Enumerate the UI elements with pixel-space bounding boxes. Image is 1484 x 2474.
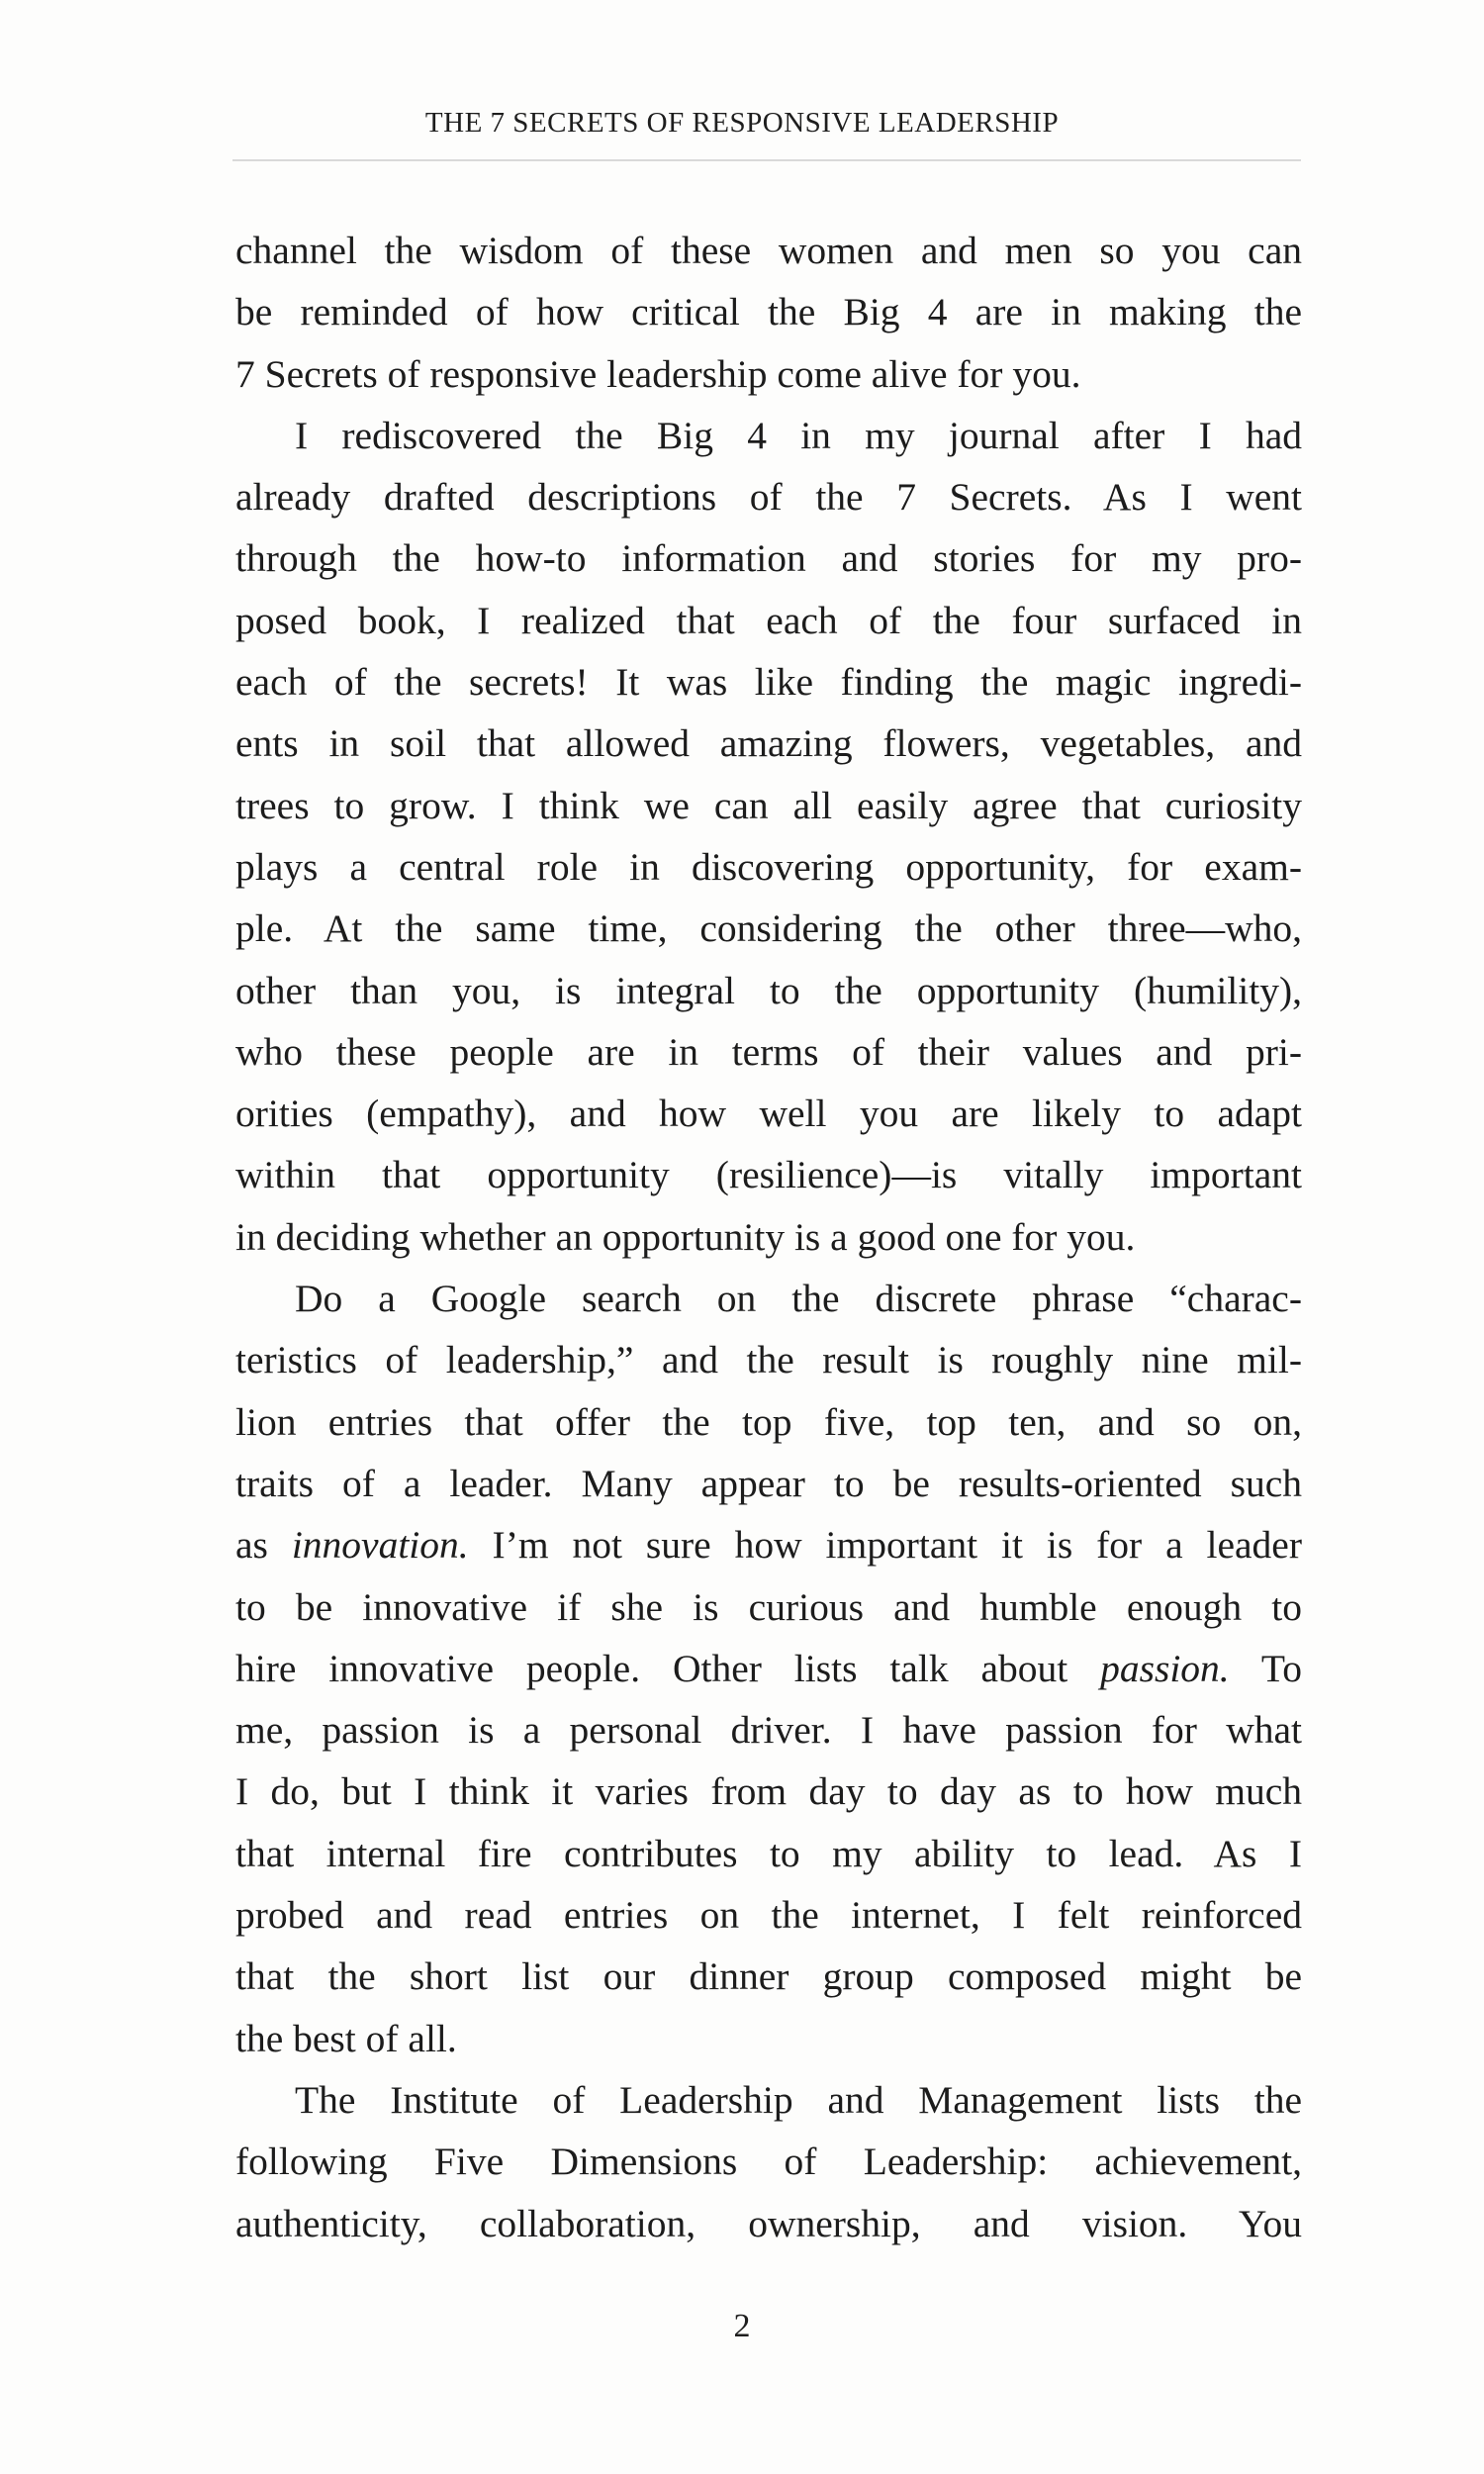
text-line: through the how-to information and stories for my pro- bbox=[235, 536, 1302, 581]
text-line: each of the secrets! It was like finding the magic ingredi- bbox=[235, 660, 1302, 705]
body-text bbox=[235, 220, 1302, 2254]
paragraph bbox=[235, 405, 1302, 1268]
text-line: posed book, I realized that each of the four surfaced in bbox=[235, 598, 1302, 642]
text-line: that internal fire contributes to my ability to lead. As I bbox=[235, 1831, 1302, 1875]
text-line: the best of all. bbox=[235, 2016, 457, 2060]
text-line: already drafted descriptions of the 7 Secrets. As I went bbox=[235, 475, 1302, 520]
text-line: who these people are in terms of their values and pri- bbox=[235, 1029, 1302, 1074]
text-line: to be innovative if she is curious and humble enough to bbox=[235, 1584, 1302, 1629]
text-line: other than you, is integral to the opportunity (humility), bbox=[235, 968, 1302, 1012]
text-line: be reminded of how critical the Big 4 are in making the bbox=[235, 290, 1302, 334]
text-line: plays a central role in discovering opportunity, for exam- bbox=[235, 844, 1302, 889]
text-line: teristics of leadership,” and the result is roughly nine mil- bbox=[235, 1338, 1302, 1382]
text-line: hire innovative people. Other lists talk about passion. To bbox=[235, 1646, 1302, 1690]
text-line: that the short list our dinner group composed might be bbox=[235, 1954, 1302, 1999]
text-line: ents in soil that allowed amazing flowers, vegetables, and bbox=[235, 721, 1302, 766]
text-line: 7 Secrets of responsive leadership come alive for you. bbox=[235, 351, 1081, 396]
text-line: I do, but I think it varies from day to day as to how much bbox=[235, 1769, 1302, 1814]
header-rule bbox=[232, 159, 1301, 161]
running-head: THE 7 SECRETS OF RESPONSIVE LEADERSHIP bbox=[424, 107, 1060, 139]
text-line: channel the wisdom of these women and men so you can bbox=[235, 229, 1302, 272]
text-line: in deciding whether an opportunity is a good one for you. bbox=[235, 1214, 1136, 1259]
text-line: following Five Dimensions of Leadership: achievement, bbox=[235, 2140, 1302, 2184]
text-line: lion entries that offer the top five, top ten, and so on, bbox=[235, 1399, 1302, 1444]
text-line: ple. At the same time, considering the other three—who, bbox=[235, 906, 1302, 951]
text-line: trees to grow. I think we can all easily agree that curiosity bbox=[235, 783, 1302, 827]
paragraph bbox=[235, 2069, 1302, 2254]
text-line: as innovation. I’m not sure how important it is for a leader bbox=[235, 1523, 1302, 1568]
text-line: probed and read entries on the internet, I felt reinforced bbox=[235, 1893, 1302, 1938]
paragraph bbox=[235, 1268, 1302, 2069]
text-line: within that opportunity (resilience)—is vitally important bbox=[235, 1153, 1302, 1197]
text-line: The Institute of Leadership and Management lists the bbox=[295, 2077, 1302, 2122]
paragraph bbox=[235, 220, 1302, 405]
text-line: I rediscovered the Big 4 in my journal after I had bbox=[295, 413, 1302, 457]
text-line: me, passion is a personal driver. I have passion for what bbox=[235, 1708, 1302, 1753]
text-line: orities (empathy), and how well you are likely to adapt bbox=[235, 1092, 1302, 1136]
text-line: authenticity, collaboration, ownership, and vision. You bbox=[235, 2201, 1302, 2245]
text-line: Do a Google search on the discrete phrase “charac- bbox=[295, 1277, 1302, 1321]
page-number: 2 bbox=[733, 2308, 751, 2344]
text-line: traits of a leader. Many appear to be results-oriented such bbox=[235, 1461, 1302, 1505]
